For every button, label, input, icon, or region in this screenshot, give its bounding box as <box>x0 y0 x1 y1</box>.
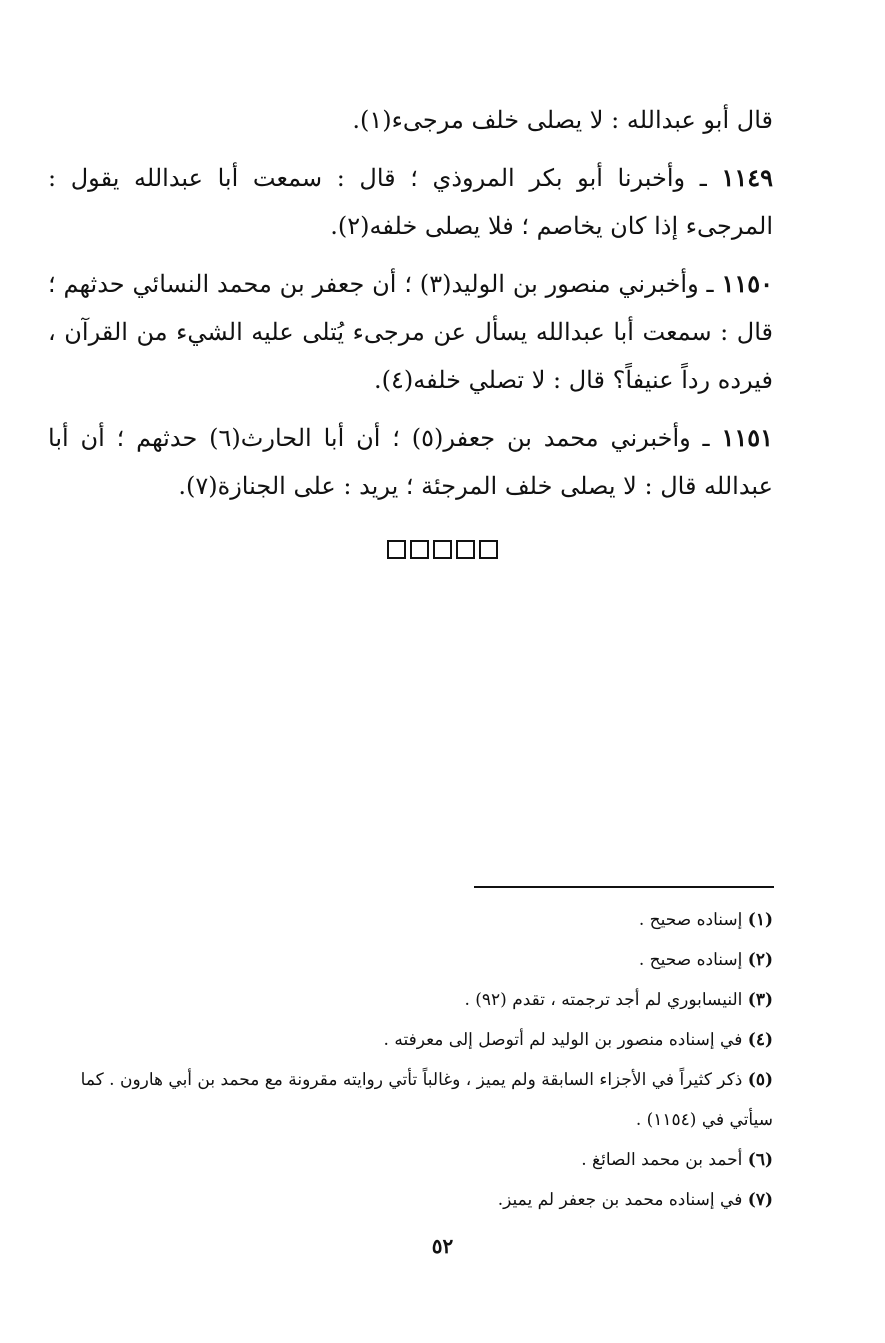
paragraph-1150 <box>48 260 773 404</box>
footnote-5 <box>48 1060 773 1140</box>
paragraph-text: ـ وأخبرنا أبو بكر المروذي ؛ قال : سمعت أبا عبدالله يقول : المرجىء إذا كان يخاصم ؛ فلا يصلى خلفه(٢). <box>48 164 773 240</box>
footnote-text: في إسناده محمد بن جعفر لم يميز. <box>497 1190 748 1210</box>
footnote-text: ذكر كثيراً في الأجزاء السابقة ولم يميز ، وغالباً تأتي روايته مقرونة مع محمد بن أبي هارون . كما سيأتي في (١١٥٤) . <box>80 1070 773 1130</box>
square-ornament-icon <box>456 540 475 559</box>
paragraph-text: قال أبو عبدالله : لا يصلى خلف مرجىء(١). <box>352 106 773 134</box>
paragraph-1151 <box>48 414 773 510</box>
square-ornament-icon <box>410 540 429 559</box>
paragraph-number: ١١٥١ <box>721 423 774 452</box>
footnote-4 <box>48 1020 773 1060</box>
footnote-text: إسناده صحيح . <box>638 950 748 970</box>
footnote-mark: (٥) <box>747 1070 773 1090</box>
footnote-7 <box>48 1180 773 1220</box>
paragraph-text: ـ وأخبرني منصور بن الوليد(٣) ؛ أن جعفر بن محمد النسائي حدثهم ؛ قال : سمعت أبا عبدالله يسأل عن مرجىء يُتلى عليه الشيء من القرآن ، فيرده رداً عنيفاً؟ قال : لا تصلي خلفه(٤). <box>48 270 773 394</box>
square-ornament-icon <box>479 540 498 559</box>
footnote-text: أحمد بن محمد الصائغ . <box>581 1150 748 1170</box>
footnotes <box>48 900 773 1220</box>
main-text <box>48 96 773 520</box>
footnote-text: إسناده صحيح . <box>638 910 748 930</box>
footnote-mark: (٤) <box>747 1030 773 1050</box>
footnote-mark: (٣) <box>747 990 773 1010</box>
footnote-text: النيسابوري لم أجد ترجمته ، تقدم (٩٢) . <box>464 990 748 1010</box>
footnote-6 <box>48 1140 773 1180</box>
footnote-text: في إسناده منصور بن الوليد لم أتوصل إلى معرفته . <box>383 1030 748 1050</box>
footnote-mark: (٧) <box>747 1190 773 1210</box>
footnote-divider <box>474 886 774 888</box>
footnote-mark: (١) <box>747 910 773 930</box>
page-number: ٥٢ <box>431 1234 454 1258</box>
footnote-2 <box>48 940 773 980</box>
square-ornament-icon <box>433 540 452 559</box>
section-separator <box>0 538 885 559</box>
paragraph-number: ١١٥٠ <box>721 269 773 298</box>
square-ornament-icon <box>387 540 406 559</box>
paragraph-number: ١١٤٩ <box>721 163 774 192</box>
paragraph-1149 <box>48 154 773 250</box>
paragraph-text: ـ وأخبرني محمد بن جعفر(٥) ؛ أن أبا الحارث(٦) حدثهم ؛ أن أبا عبدالله قال : لا يصلى خلف المرجئة ؛ يريد : على الجنازة(٧). <box>48 424 773 500</box>
footnote-mark: (٢) <box>747 950 773 970</box>
footnote-3 <box>48 980 773 1020</box>
paragraph-intro <box>48 96 773 144</box>
footnote-mark: (٦) <box>747 1150 773 1170</box>
footnote-1 <box>48 900 773 940</box>
